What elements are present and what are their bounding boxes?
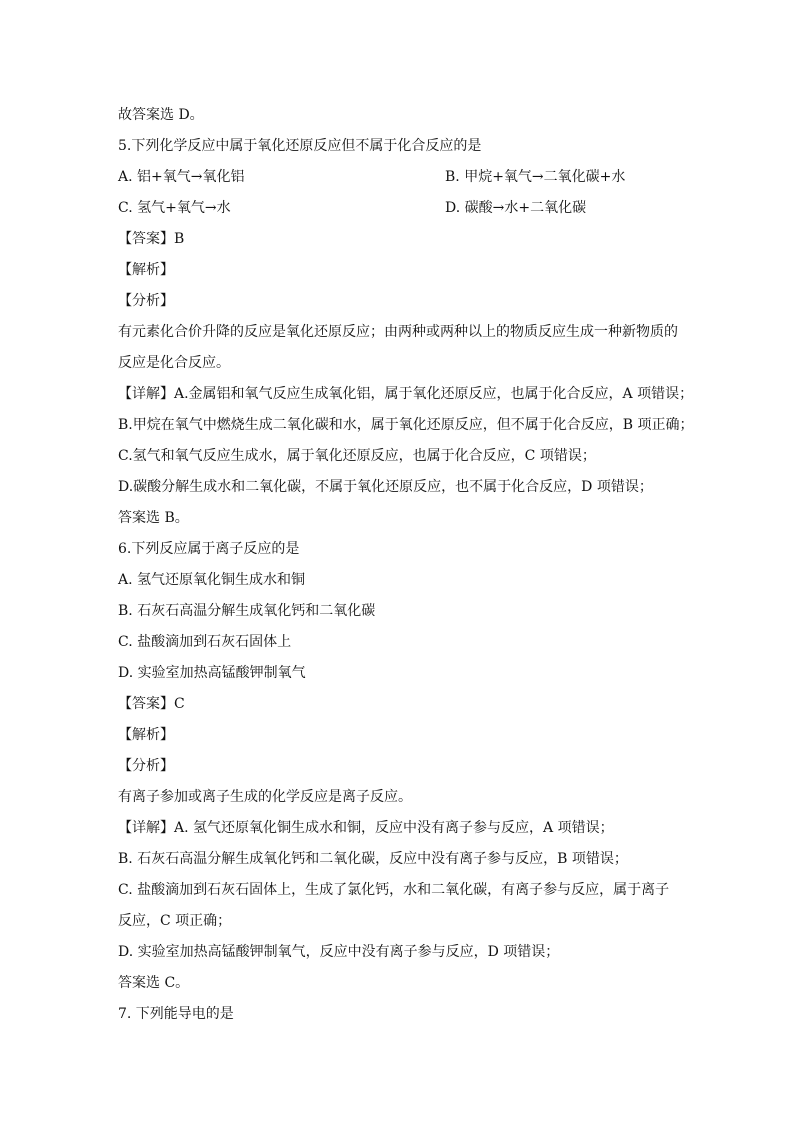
question-5-detail-1: 【详解】A.金属铝和氧气反应生成氧化铝，属于氧化还原反应，也属于化合反应，A 项错误； [118, 386, 694, 402]
question-6-conclusion: 答案选 C。 [118, 975, 190, 991]
question-6-option-a: A. 氢气还原氧化铜生成水和铜 [118, 572, 306, 588]
question-6-fenxi-heading: 【分析】 [118, 758, 174, 774]
question-5-detail-4: D.碳酸分解生成水和二氧化碳，不属于氧化还原反应，也不属于化合反应，D 项错误； [118, 479, 653, 495]
question-6-option-c: C. 盐酸滴加到石灰石固体上 [118, 634, 292, 650]
question-6-answer: 【答案】C [118, 696, 185, 712]
question-5-option-d: D. 碳酸→水+二氧化碳 [445, 200, 587, 216]
document-page [118, 100, 694, 1030]
question-6-fenxi-text: 有离子参加或离子生成的化学反应是离子反应。 [118, 789, 412, 805]
question-5-fenxi-text-2: 反应是化合反应。 [118, 355, 230, 371]
question-5-fenxi-heading: 【分析】 [118, 293, 174, 309]
question-5-option-c: C. 氢气+氧气→水 [118, 200, 231, 216]
question-5-jiexi-heading: 【解析】 [118, 262, 174, 278]
question-6-option-b: B. 石灰石高温分解生成氧化钙和二氧化碳 [118, 603, 376, 619]
question-5-options-row-1 [118, 162, 678, 193]
question-5-conclusion: 答案选 B。 [118, 510, 189, 526]
prev-answer-line: 故答案选 D。 [118, 107, 204, 123]
question-6-detail-3a: C. 盐酸滴加到石灰石固体上，生成了氯化钙，水和二氧化碳，有离子参与反应，属于离子 [118, 882, 670, 898]
question-5-option-b: B. 甲烷+氧气→二氧化碳+水 [445, 169, 626, 185]
question-6-detail-1: 【详解】A. 氢气还原氧化铜生成水和铜，反应中没有离子参与反应，A 项错误； [118, 820, 614, 836]
question-5-option-a: A. 铝+氧气→氧化铝 [118, 169, 245, 185]
question-5-stem: 5.下列化学反应中属于氧化还原反应但不属于化合反应的是 [118, 138, 482, 154]
question-5-answer: 【答案】B [118, 231, 185, 247]
question-6-jiexi-heading: 【解析】 [118, 727, 174, 743]
question-6-stem: 6.下列反应属于离子反应的是 [118, 541, 300, 557]
question-5-detail-3: C.氢气和氧气反应生成水，属于氧化还原反应，也属于化合反应，C 项错误； [118, 448, 596, 464]
question-6-detail-2: B. 石灰石高温分解生成氧化钙和二氧化碳，反应中没有离子参与反应，B 项错误； [118, 851, 628, 867]
question-6-detail-4: D. 实验室加热高锰酸钾制氧气，反应中没有离子参与反应，D 项错误； [118, 944, 560, 960]
question-5-options-row-2 [118, 193, 678, 224]
question-6-option-d: D. 实验室加热高锰酸钾制氧气 [118, 665, 306, 681]
question-5-fenxi-text-1: 有元素化合价升降的反应是氧化还原反应；由两种或两种以上的物质反应生成一种新物质的 [118, 324, 678, 340]
question-6-detail-3b: 反应，C 项正确； [118, 913, 232, 929]
question-5-detail-2: B.甲烷在氧气中燃烧生成二氧化碳和水，属于氧化还原反应，但不属于化合反应，B 项正确； [118, 417, 694, 433]
question-7-stem: 7. 下列能导电的是 [118, 1006, 234, 1022]
